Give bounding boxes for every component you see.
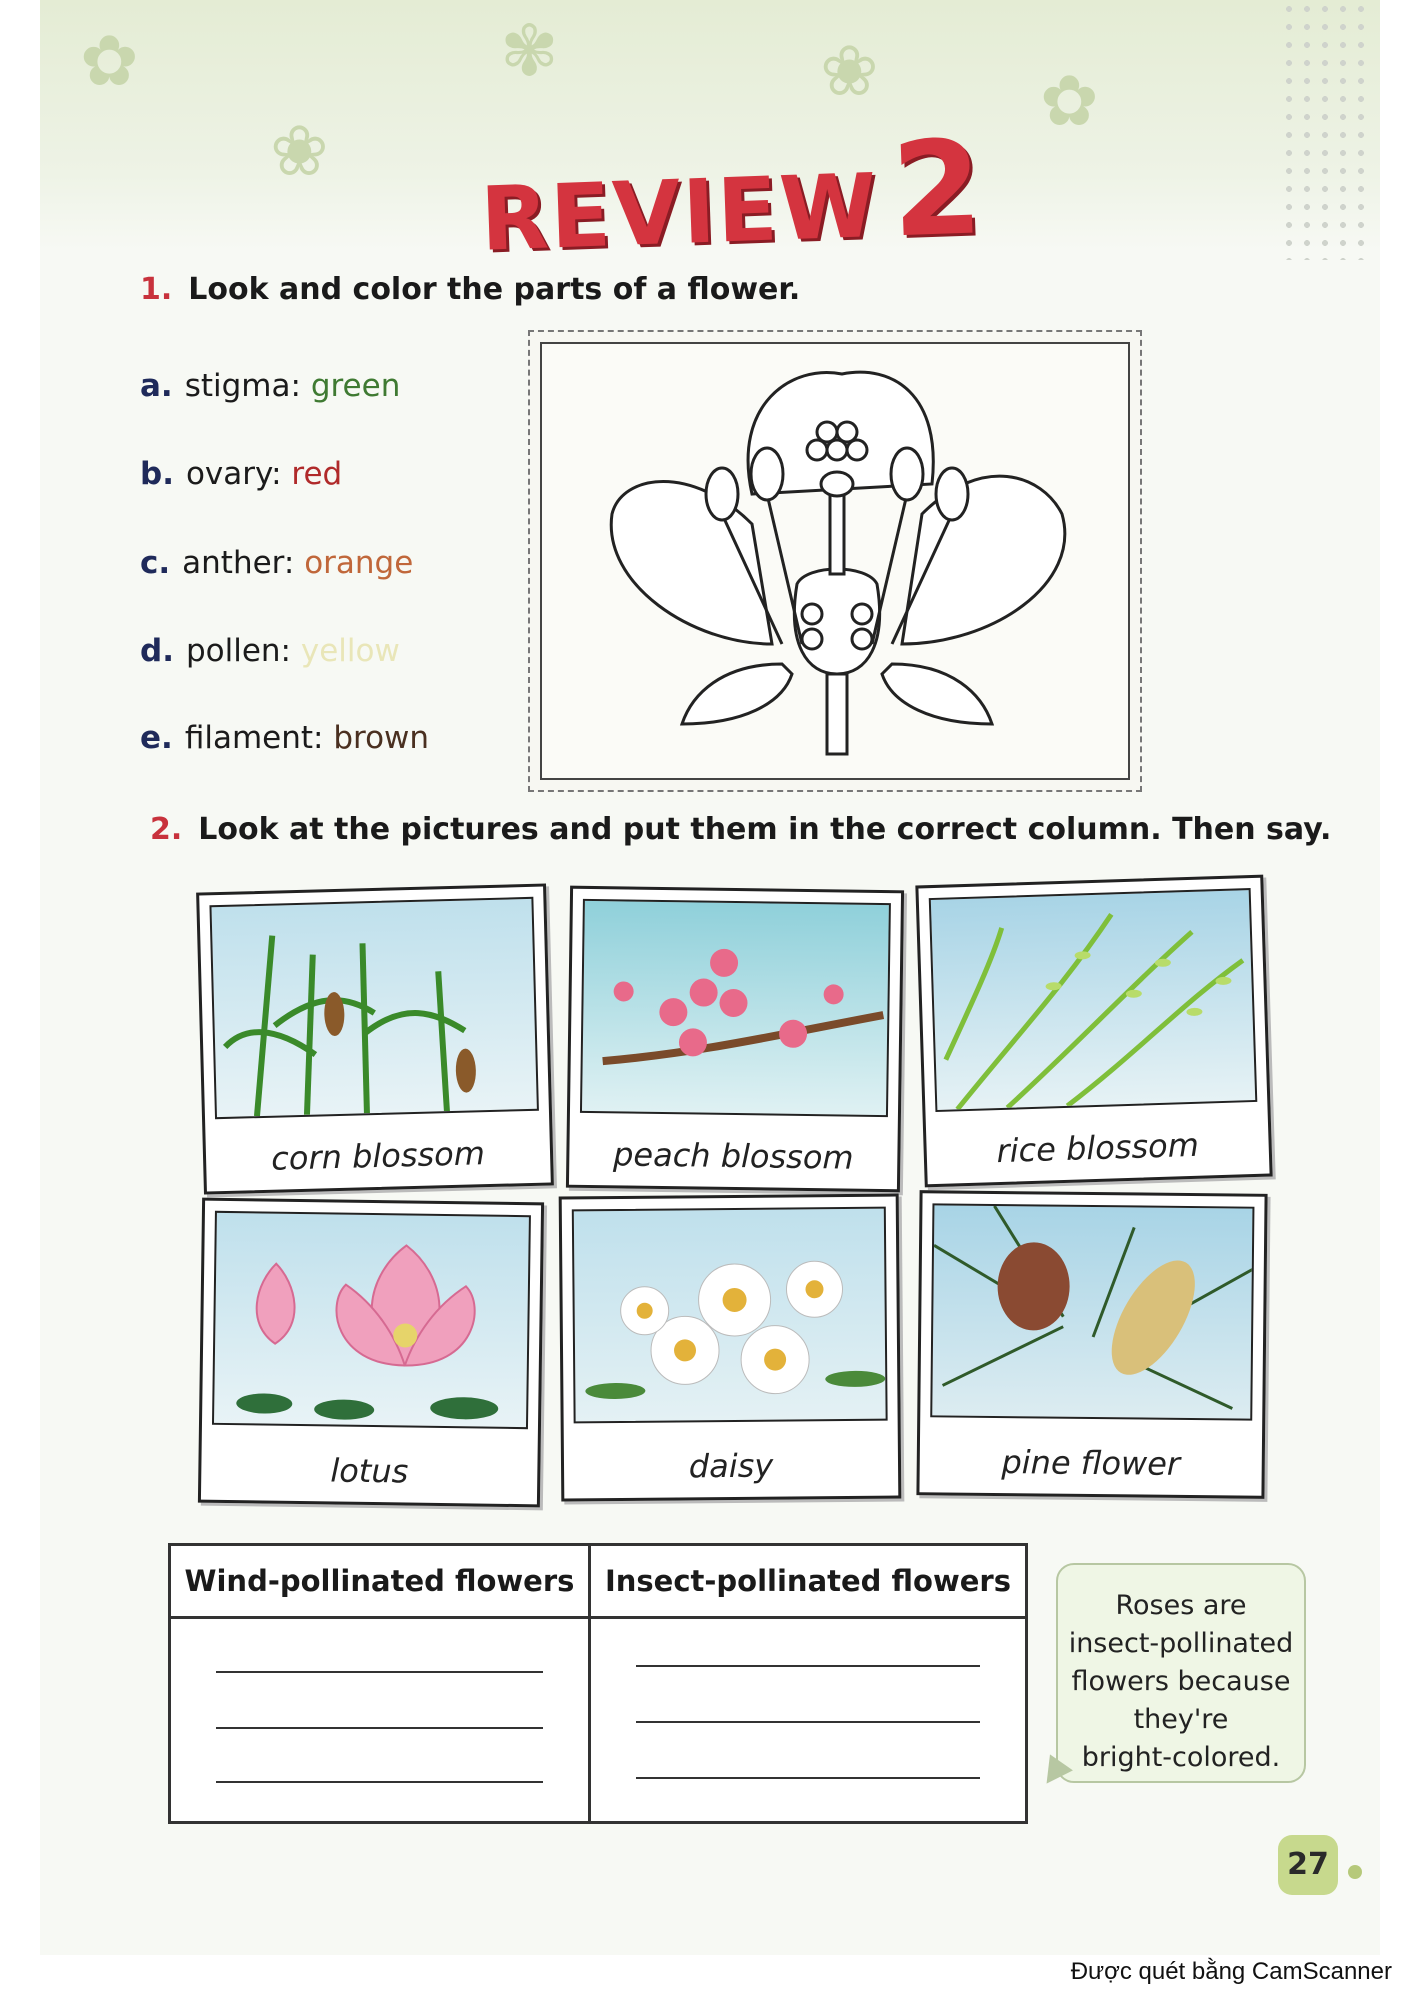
ovule — [852, 629, 872, 649]
part-label: anther: — [182, 545, 295, 581]
butterfly-icon: ✿ — [80, 20, 139, 102]
part-letter: a. — [140, 368, 173, 404]
picture-card-pine-flower[interactable] — [916, 1190, 1267, 1499]
picture-card-peach-blossom[interactable] — [566, 886, 904, 1193]
daisy-drawing — [574, 1209, 888, 1422]
flower-icon: ❀ — [820, 30, 879, 112]
corn-blossom-picture — [209, 897, 538, 1119]
pollen-grain — [847, 440, 867, 460]
sorting-table — [168, 1543, 1028, 1824]
pine-drawing — [932, 1205, 1254, 1418]
pollen-grain — [807, 440, 827, 460]
insect-pollinated-column — [589, 1618, 1026, 1823]
anther — [936, 468, 968, 520]
butterfly-icon: ✿ — [1040, 60, 1099, 142]
corn-plant-drawing — [211, 899, 538, 1118]
card-caption: corn blossom — [270, 1134, 486, 1178]
bubble-line: flowers because — [1071, 1666, 1291, 1697]
speech-bubble — [1056, 1563, 1306, 1783]
part-letter: e. — [140, 720, 173, 756]
question-number: 1. — [140, 272, 173, 307]
dot-pattern — [1280, 0, 1370, 260]
answer-line[interactable] — [216, 1671, 543, 1673]
scanner-watermark: Được quét bằng CamScanner — [1070, 1958, 1392, 1985]
picture-card-rice-blossom[interactable] — [915, 875, 1272, 1188]
answer-line[interactable] — [636, 1721, 980, 1723]
wind-pollinated-column — [170, 1618, 590, 1823]
wind-pollinated-header: Wind-pollinated flowers — [170, 1545, 590, 1618]
question-2-heading — [150, 812, 1331, 847]
stigma — [821, 472, 853, 496]
flower-diagram-frame — [528, 330, 1142, 792]
part-e — [140, 720, 429, 756]
answer-line[interactable] — [216, 1727, 543, 1729]
question-instruction: Look at the pictures and put them in the correct column. Then say. — [198, 812, 1332, 847]
picture-card-daisy[interactable] — [559, 1194, 902, 1502]
insect-pollinated-header: Insect-pollinated flowers — [589, 1545, 1026, 1618]
right-petal — [902, 476, 1065, 644]
part-label: filament: — [184, 720, 324, 756]
answer-line[interactable] — [636, 1777, 980, 1779]
picture-card-lotus[interactable] — [198, 1198, 544, 1508]
bubble-line: Roses are — [1115, 1590, 1247, 1621]
question-number: 2. — [150, 812, 183, 847]
left-petal — [611, 482, 772, 645]
card-caption: pine flower — [1001, 1443, 1181, 1483]
bubble-line: they're — [1133, 1704, 1229, 1735]
question-1-heading — [140, 272, 800, 307]
flower-diagram — [540, 342, 1130, 780]
page-title — [478, 111, 987, 281]
card-caption: peach blossom — [612, 1135, 854, 1177]
workbook-page — [40, 0, 1380, 1955]
stem — [827, 674, 847, 754]
peach-blossom-picture — [580, 899, 891, 1117]
question-instruction: Look and color the parts of a flower. — [188, 272, 801, 307]
title-word: REVIEW — [478, 153, 881, 271]
color-word: yellow — [300, 633, 400, 669]
lotus-drawing — [214, 1213, 531, 1427]
anther — [891, 448, 923, 500]
part-letter: b. — [140, 456, 174, 492]
answer-line[interactable] — [636, 1665, 980, 1667]
flower-line-drawing — [542, 344, 1132, 782]
part-label: stigma: — [184, 368, 301, 404]
part-label: ovary: — [185, 456, 282, 492]
page-number: 27 — [1278, 1835, 1338, 1895]
part-d — [140, 633, 400, 669]
daisy-picture — [572, 1207, 888, 1424]
part-label: pollen: — [185, 633, 292, 669]
pine-flower-picture — [930, 1203, 1254, 1420]
card-caption: rice blossom — [995, 1125, 1200, 1171]
card-caption: daisy — [688, 1446, 774, 1486]
color-word: green — [310, 368, 401, 404]
right-sepal — [882, 664, 992, 724]
flower-icon: ❀ — [270, 110, 329, 192]
pollen-grain — [827, 440, 847, 460]
part-letter: c. — [140, 545, 171, 581]
part-letter: d. — [140, 633, 174, 669]
answer-line[interactable] — [216, 1781, 543, 1783]
part-a — [140, 368, 400, 404]
bubble-line: insect-pollinated — [1068, 1628, 1294, 1659]
rice-plant-drawing — [931, 890, 1258, 1110]
part-c — [140, 545, 413, 581]
anther — [706, 468, 738, 520]
ovule — [802, 604, 822, 624]
color-word: brown — [333, 720, 430, 756]
picture-card-corn-blossom[interactable] — [196, 883, 554, 1194]
bubble-line: bright-colored. — [1081, 1742, 1281, 1773]
card-caption: lotus — [330, 1451, 409, 1491]
left-sepal — [682, 664, 792, 724]
color-word: red — [291, 456, 343, 492]
lotus-picture — [212, 1211, 531, 1429]
rice-blossom-picture — [929, 888, 1258, 1112]
peach-branch-drawing — [582, 901, 891, 1115]
anther — [751, 448, 783, 500]
ovule — [802, 629, 822, 649]
part-b — [140, 456, 342, 492]
page-number-dot — [1348, 1865, 1362, 1879]
flower-icon: ✾ — [500, 10, 559, 92]
title-number: 2 — [889, 111, 987, 267]
ovule — [852, 604, 872, 624]
color-word: orange — [304, 545, 414, 581]
